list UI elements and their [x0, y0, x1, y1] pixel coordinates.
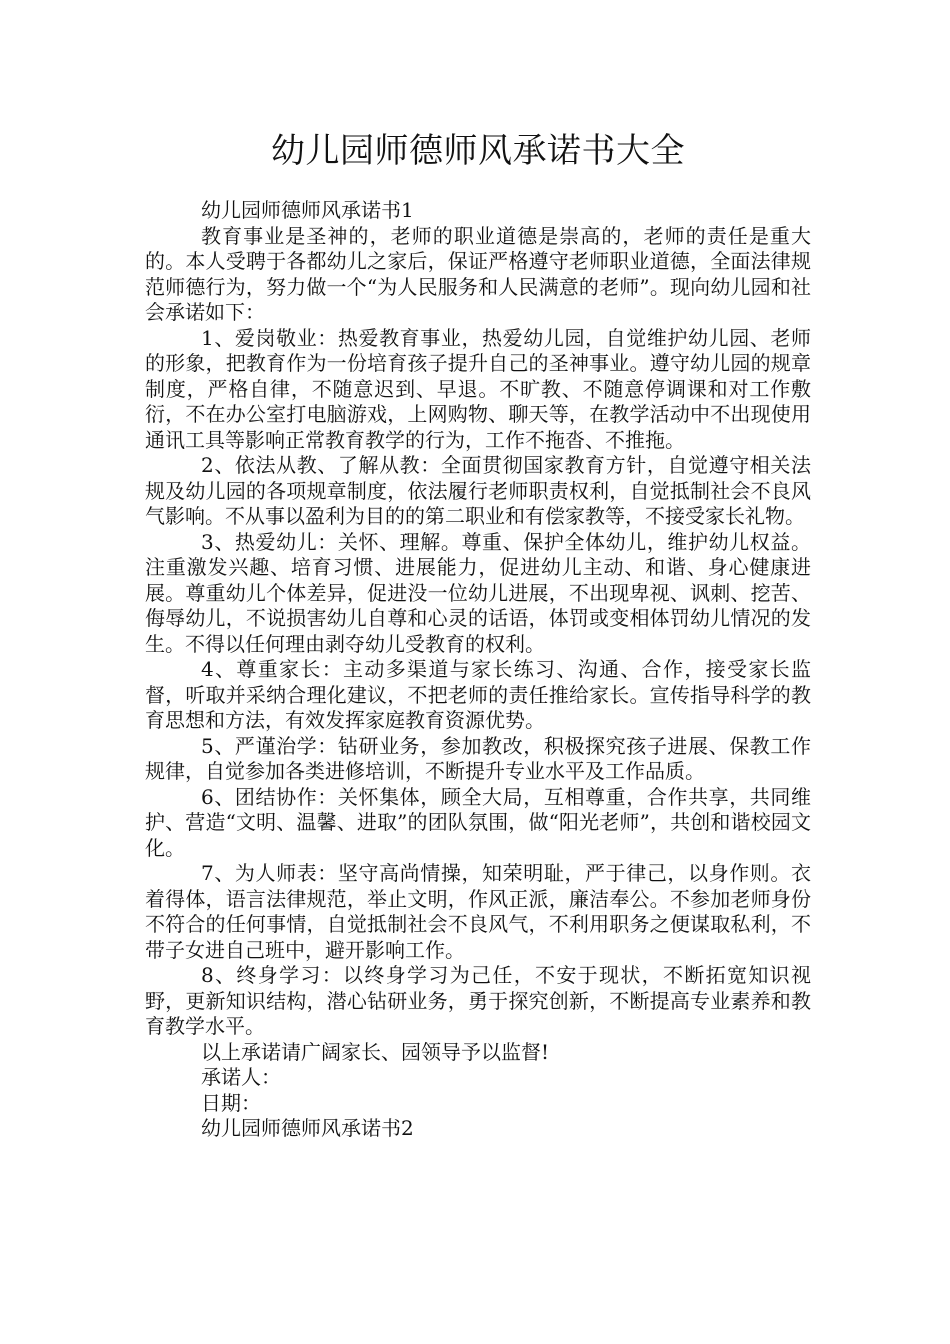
- commitment-item: 3、热爱幼儿：关怀、理解。尊重、保护全体幼儿，维护幼儿权益。注重激发兴趣、培育习惯、进展能力，促进幼儿主动、和谐、身心健康进展。尊重幼儿个体差异，促进没一位幼儿进展，不出现卑视、讽刺、挖苦、侮辱幼儿，不说损害幼儿自尊和心灵的话语，体罚或变相体罚幼儿情况的发生。不得以任何理由剥夺幼儿受教育的权利。: [145, 529, 811, 656]
- document-body: [145, 198, 811, 1142]
- section-heading: 幼儿园师德师风承诺书2: [201, 1116, 414, 1140]
- date-label: 日期：: [201, 1090, 261, 1115]
- promisor-label: 承诺人：: [201, 1065, 281, 1089]
- commitment-item: 1、爱岗敬业：热爱教育事业，热爱幼儿园，自觉维护幼儿园、老师的形象，把教育作为一份培育孩子提升自己的圣神事业。遵守幼儿园的规章制度，严格自律，不随意迟到、早退。不旷教、不随意停调课和对工作敷衍，不在办公室打电脑游戏，上网购物、聊天等，在教学活动中不出现使用通讯工具等影响正常教育教学的行为，工作不拖沓、不推拖。: [145, 325, 811, 452]
- commitment-item: 7、为人师表：坚守高尚情操，知荣明耻，严于律己，以身作则。衣着得体，语言法律规范，举止文明，作风正派，廉洁奉公。不参加老师身份不符合的任何事情，自觉抵制社会不良风气，不利用职务之便谋取私利，不带子女进自己班中，避开影响工作。: [145, 861, 811, 962]
- commitment-item: 2、依法从教、了解从教：全面贯彻国家教育方针，自觉遵守相关法规及幼儿园的各项规章制度，依法履行老师职责权利，自觉抵制社会不良风气影响。不从事以盈利为目的的第二职业和有偿家教等，不接受家长礼物。: [145, 453, 811, 528]
- intro-paragraph: 教育事业是圣神的，老师的职业道德是崇高的，老师的责任是重大的。本人受聘于各都幼儿之家后，保证严格遵守老师职业道德，全面法律规范师德行为，努力做一个“为人民服务和人民满意的老师”。现向幼儿园和社会承诺如下：: [145, 223, 811, 324]
- commitment-item: 6、团结协作：关怀集体，顾全大局，互相尊重，合作共享，共同维护、营造“文明、温馨、进取”的团队氛围，做“阳光老师”，共创和谐校园文化。: [145, 784, 811, 860]
- section-heading: 幼儿园师德师风承诺书1: [201, 198, 414, 222]
- commitment-item: 4、尊重家长：主动多渠道与家长练习、沟通、合作，接受家长监督，听取并采纳合理化建议，不把老师的责任推给家长。宣传指导科学的教育思想和方法，有效发挥家庭教育资源优势。: [145, 657, 811, 732]
- commitment-item: 5、严谨治学：钻研业务，参加教改，积极探究孩子进展、保教工作规律，自觉参加各类进修培训，不断提升专业水平及工作品质。: [145, 733, 811, 783]
- closing-statement: 以上承诺请广阔家长、园领导予以监督!: [201, 1039, 550, 1064]
- document-title: 幼儿园师德师风承诺书大全: [271, 131, 685, 171]
- commitment-item: 8、终身学习：以终身学习为己任，不安于现状，不断拓宽知识视野，更新知识结构，潜心钻研业务，勇于探究创新，不断提高专业素养和教育教学水平。: [145, 963, 811, 1038]
